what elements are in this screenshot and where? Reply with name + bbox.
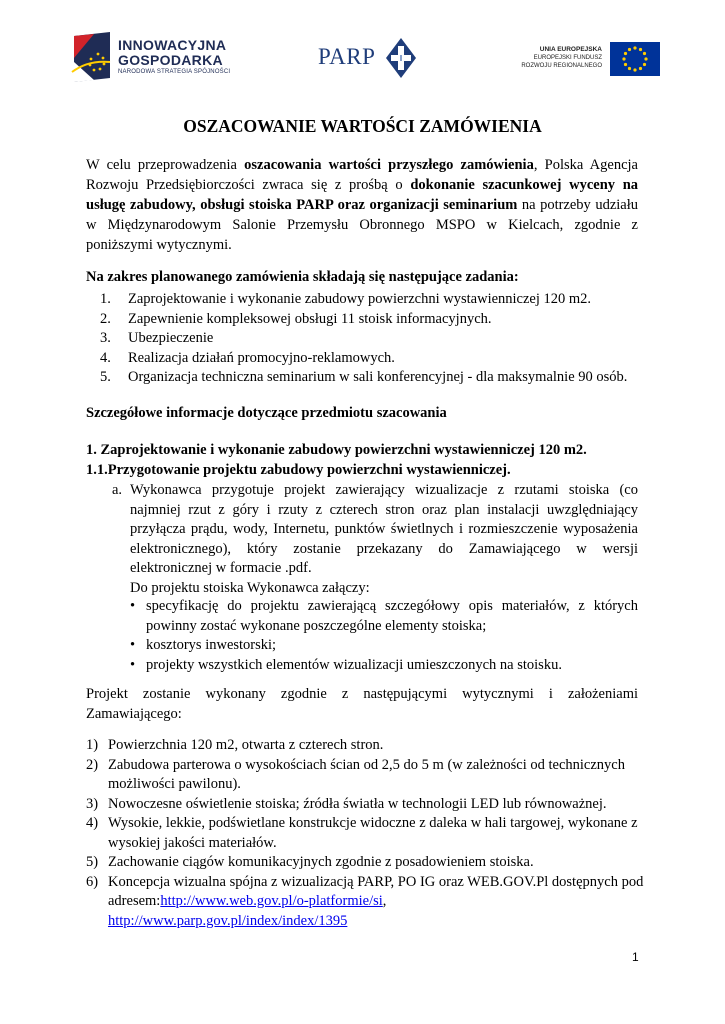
ig-logo-line2: GOSPODARKA: [118, 52, 223, 68]
eu-logo-line2: EUROPEJSKI FUNDUSZ: [533, 55, 602, 61]
task-number: 1.: [100, 291, 111, 307]
attachment-text: kosztorys inwestorski;: [146, 637, 277, 654]
requirement-text: Zabudowa parterowa o wysokościach ścian od 2,5 do 5 m (w zależności od technicznych możliwości pawilonu).: [108, 756, 625, 792]
requirement-number: 2): [86, 756, 99, 773]
page-title: OSZACOWANIE WARTOŚCI ZAMÓWIENIA: [183, 116, 542, 136]
task-item: [86, 368, 646, 388]
page-header: [0, 28, 725, 88]
parp-link[interactable]: http://www.parp.gov.pl/index/index/1395: [108, 912, 348, 929]
eu-logo: [510, 30, 660, 86]
web-gov-link[interactable]: http://www.web.gov.pl/o-platformie/si: [160, 893, 383, 909]
eu-logo-line3: ROZWOJU REGIONALNEGO: [521, 63, 602, 69]
requirement-text: Koncepcja wizualna spójna z wizualizacją PARP, PO IG oraz WEB.GOV.Pl dostępnych pod adresem:: [108, 873, 644, 909]
requirement-text: Nowoczesne oświetlenie stoiska; źródła światła w technologii LED lub równoważnej.: [108, 795, 607, 812]
requirement-text: Zachowanie ciągów komunikacyjnych zgodnie z posadowieniem stoiska.: [108, 854, 534, 870]
requirement-number: 1): [86, 737, 99, 753]
section-1-heading: 1. Zaprojektowanie i wykonanie zabudowy powierzchni wystawienniczej 120 m2.: [86, 442, 587, 458]
parp-logo: [318, 36, 418, 80]
bullet-icon: •: [130, 637, 136, 654]
ig-logo-line3: NARODOWA STRATEGIA SPÓJNOŚCI: [118, 69, 231, 75]
item-a-text: Wykonawca przygotuje projekt zawierający wizualizacje z rzutami stoiska (co najmniej rzut z góry i rzuty z czterech stron oraz plan instalacji uwzględniający przyłącza prądu, wody, Internetu, punktów świetlnych i rozmieszczenie wyposażenia elektronicznego), który zostanie przekazany do Zamawiającego w wersji elektronicznej w formacie .pdf.: [130, 482, 638, 577]
link-separator: ,: [382, 893, 387, 909]
attachments-list: [130, 597, 638, 675]
requirement-item: [86, 795, 646, 815]
intro-bold-2: dokonanie szacunkowej wyceny na usługę zabudowy, obsługi stoiska PARP oraz organizacji seminarium: [86, 177, 639, 213]
task-number: 4.: [100, 349, 111, 366]
requirement-item: [86, 873, 646, 932]
task-number: 2.: [100, 310, 111, 327]
ig-flag-icon: [70, 32, 114, 82]
intro-paragraph: [86, 155, 638, 255]
item-a: [112, 481, 638, 599]
task-item: [86, 349, 646, 369]
requirement-number: 3): [86, 795, 99, 812]
intro-bold-1: oszacowania wartości przyszłego zamówienia: [244, 157, 534, 173]
task-text: Ubezpieczenie: [128, 330, 214, 346]
requirement-text: Powierzchnia 120 m2, otwarta z czterech stron.: [108, 737, 384, 753]
details-heading: Szczegółowe informacje dotyczące przedmiotu szacowania: [86, 405, 447, 421]
innowacyjna-gospodarka-logo: [70, 30, 260, 86]
item-a-attach-intro: Do projektu stoiska Wykonawca załączy:: [130, 579, 370, 596]
requirement-number: 5): [86, 854, 99, 870]
attachment-item: [130, 597, 638, 636]
requirement-number: 4): [86, 815, 99, 831]
ig-logo-line1: INNOWACYJNA: [118, 37, 227, 53]
requirement-item: [86, 853, 646, 873]
requirements-list: [86, 736, 646, 931]
tasks-list: [86, 290, 646, 388]
task-text: Realizacja działań promocyjno-reklamowych.: [128, 349, 395, 366]
task-item: [86, 329, 646, 349]
task-text: Organizacja techniczna seminarium w sali konferencyjnej - dla maksymalnie 90 osób.: [128, 369, 628, 385]
bullet-icon: •: [130, 656, 136, 673]
task-item: [86, 310, 646, 330]
task-number: 3.: [100, 330, 111, 346]
section-1-1-heading: 1.1.Przygotowanie projektu zabudowy powierzchni wystawienniczej.: [86, 462, 511, 478]
task-text: Zapewnienie kompleksowej obsługi 11 stoisk informacyjnych.: [128, 310, 492, 327]
page-number: 1: [632, 950, 639, 964]
project-paragraph: Projekt zostanie wykonany zgodnie z następującymi wytycznymi i założeniami Zamawiającego:: [86, 686, 638, 722]
task-item: [86, 290, 646, 310]
item-a-marker: a.: [112, 482, 123, 498]
intro-text-1: W celu przeprowadzenia: [86, 157, 245, 173]
requirement-number: 6): [86, 873, 99, 890]
requirement-text: Wysokie, lekkie, podświetlane konstrukcje widoczne z daleka w hali targowej, wykonane z wysokiej jakości materiałów.: [108, 815, 638, 851]
attachment-item: [130, 656, 638, 676]
parp-diamond-icon: [386, 38, 416, 78]
attachment-text: specyfikację do projektu zawierającą szczegółowy opis materiałów, z których powinny zostać wykonane poszczególne elementy stoiska;: [146, 598, 638, 634]
task-text: Zaprojektowanie i wykonanie zabudowy powierzchni wystawienniczej 120 m2.: [128, 291, 592, 307]
task-number: 5.: [100, 369, 111, 385]
requirement-item: [86, 736, 646, 756]
attachment-text: projekty wszystkich elementów wizualizacji umieszczonych na stoisku.: [146, 656, 562, 673]
parp-logo-text: PARP: [318, 44, 376, 69]
bullet-icon: •: [130, 598, 136, 614]
eu-flag-icon: [610, 42, 660, 76]
tasks-heading: Na zakres planowanego zamówienia składają się następujące zadania:: [86, 269, 519, 285]
intro-text-3: na potrzeby udziału w Międzynarodowym Salonie Przemysłu Obronnego MSPO w Kielcach, zgodnie z poniższymi wytycznymi.: [86, 197, 639, 253]
requirement-item: [86, 756, 646, 795]
intro-text-2: , Polska Agencja Rozwoju Przedsiębiorczości zwraca się z prośbą o: [86, 157, 638, 193]
requirement-item: [86, 814, 646, 853]
attachment-item: [130, 636, 638, 656]
eu-logo-line1: UNIA EUROPEJSKA: [539, 46, 602, 53]
